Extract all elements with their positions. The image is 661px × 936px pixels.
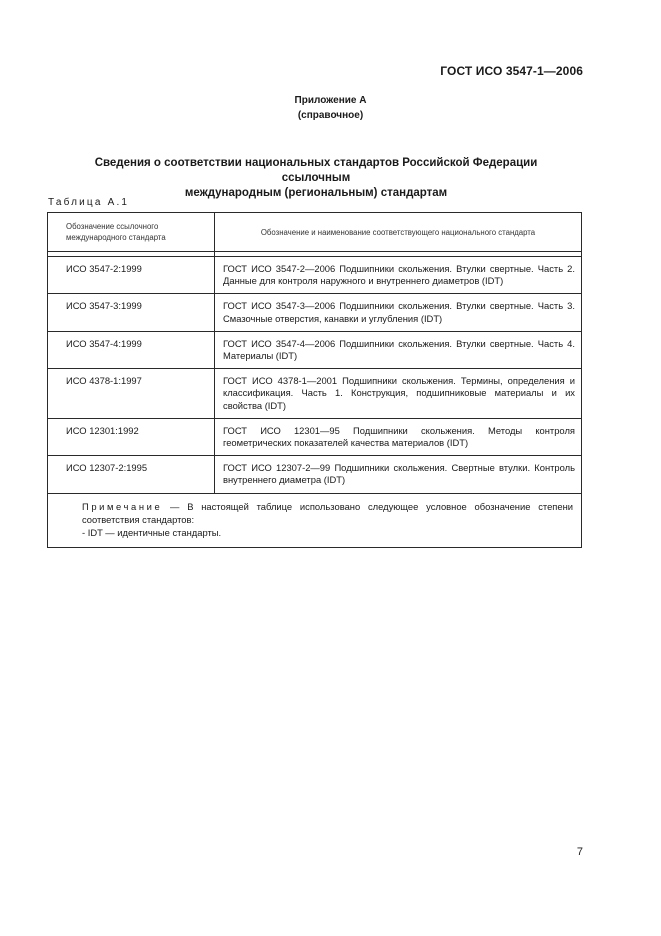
table-row xyxy=(48,456,582,493)
section-heading-line2: международным (региональным) стандартам xyxy=(184,187,448,199)
note-list-item: - IDT — идентичные стандарты. xyxy=(82,526,222,538)
section-heading-line1: Сведения о соответствии национальных стандартов Российской Федерации ссылочным xyxy=(94,157,538,184)
note-label: Примечание xyxy=(82,500,163,512)
international-standard-code: ИСО 3547-4:1999 xyxy=(48,331,215,368)
national-standard-description: ГОСТ ИСО 4378-1—2001 Подшипники скольжения. Термины, определения и классификация. Часть 1. Конструкция, подшипниковые материалы и их свойства (IDT) xyxy=(215,369,582,419)
standards-correspondence-table xyxy=(47,212,582,548)
section-heading xyxy=(60,156,572,201)
table-row xyxy=(48,369,582,419)
table-caption: Таблица А.1 xyxy=(48,197,130,208)
appendix-subtitle: (справочное) xyxy=(297,110,364,121)
table-note-row xyxy=(48,493,582,547)
national-standard-description: ГОСТ ИСО 3547-3—2006 Подшипники скольжения. Втулки свертные. Часть 3. Смазочные отверстия, канавки и углубления (IDT) xyxy=(215,294,582,331)
table-row xyxy=(48,294,582,331)
header-national-standard: Обозначение и наименование соответствующего национального стандарта xyxy=(215,213,582,252)
international-standard-code: ИСО 3547-3:1999 xyxy=(48,294,215,331)
national-standard-description: ГОСТ ИСО 3547-4—2006 Подшипники скольжения. Втулки свертные. Часть 4. Материалы (IDT) xyxy=(215,331,582,368)
table-note xyxy=(48,493,582,547)
note-body: — В настоящей таблице использовано следующее условное обозначение степени соответствия стандартов: xyxy=(82,500,573,525)
table-row xyxy=(48,418,582,455)
note-text xyxy=(66,500,573,526)
table-header-row xyxy=(48,213,582,252)
national-standard-description: ГОСТ ИСО 12301—95 Подшипники скольжения. Методы контроля геометрических показателей качества материалов (IDT) xyxy=(215,418,582,455)
document-standard-code: ГОСТ ИСО 3547-1—2006 xyxy=(440,64,583,78)
national-standard-description: ГОСТ ИСО 12307-2—99 Подшипники скольжения. Свертные втулки. Контроль внутреннего диаметра (IDT) xyxy=(215,456,582,493)
international-standard-code: ИСО 12307-2:1995 xyxy=(48,456,215,493)
page-number: 7 xyxy=(576,846,583,858)
international-standard-code: ИСО 12301:1992 xyxy=(48,418,215,455)
international-standard-code: ИСО 3547-2:1999 xyxy=(48,257,215,294)
international-standard-code: ИСО 4378-1:1997 xyxy=(48,369,215,419)
table-row xyxy=(48,331,582,368)
header-international-standard: Обозначение ссылочного международного стандарта xyxy=(48,213,215,252)
appendix-title: Приложение А xyxy=(294,95,367,106)
national-standard-description: ГОСТ ИСО 3547-2—2006 Подшипники скольжения. Втулки свертные. Часть 2. Данные для контроля наружного и внутреннего диаметров (IDT) xyxy=(215,257,582,294)
table-row xyxy=(48,257,582,294)
